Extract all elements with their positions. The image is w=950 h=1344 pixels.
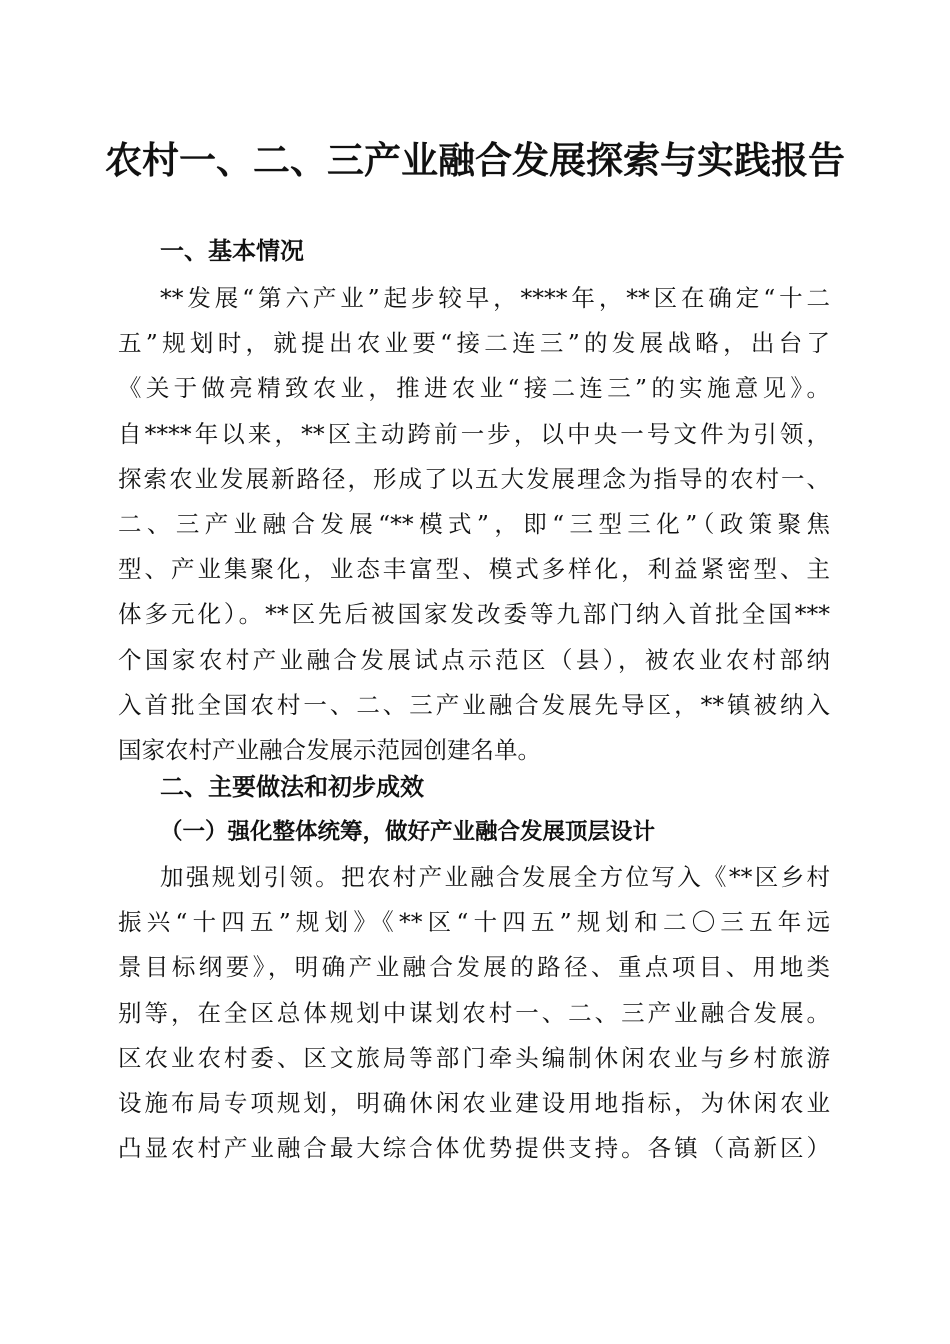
paragraph-line: 景目标纲要》，明确产业融合发展的路径、重点项目、用地类 xyxy=(118,953,830,982)
paragraph-line: 五”规划时，就提出农业要“接二连三”的发展战略，出台了 xyxy=(118,329,830,358)
paragraph-line: 型、产业集聚化，业态丰富型、模式多样化，利益紧密型、主 xyxy=(118,555,830,584)
paragraph-line: 自****年以来，**区主动跨前一步，以中央一号文件为引领， xyxy=(118,419,830,448)
paragraph-line: 入首批全国农村一、二、三产业融合发展先导区，**镇被纳入 xyxy=(118,690,830,719)
section-heading-basic-situation: 一、基本情况 xyxy=(160,237,304,265)
paragraph-line: 《关于做亮精致农业，推进农业“接二连三”的实施意见》。 xyxy=(118,374,830,403)
paragraph-line: 加强规划引领。把农村产业融合发展全方位写入《**区乡村 xyxy=(160,863,830,891)
paragraph-line: 振兴“十四五”规划》《**区“十四五”规划和二〇三五年远 xyxy=(118,908,830,937)
paragraph-basic-situation xyxy=(118,276,830,773)
paragraph-line: 凸显农村产业融合最大综合体优势提供支持。各镇（高新区） xyxy=(118,1134,830,1163)
section-heading-main-practices: 二、主要做法和初步成效 xyxy=(160,773,424,801)
paragraph-line: 设施布局专项规划，明确休闲农业建设用地指标，为休闲农业 xyxy=(118,1088,830,1117)
paragraph-line: 个国家农村产业融合发展试点示范区（县），被农业农村部纳 xyxy=(118,645,830,674)
paragraph-planning-guidance xyxy=(118,855,830,1171)
paragraph-line: 国家农村产业融合发展示范园创建名单。 xyxy=(118,735,541,764)
subsection-heading-overall-planning: （一）强化整体统筹，做好产业融合发展顶层设计 xyxy=(160,819,656,845)
paragraph-line: **发展“第六产业”起步较早，****年，**区在确定“十二 xyxy=(160,284,830,312)
paragraph-line: 区农业农村委、区文旅局等部门牵头编制休闲农业与乡村旅游 xyxy=(118,1043,830,1072)
paragraph-line: 探索农业发展新路径，形成了以五大发展理念为指导的农村一、 xyxy=(118,464,830,493)
document-title: 农村一、二、三产业融合发展探索与实践报告 xyxy=(105,138,845,182)
paragraph-line: 别等，在全区总体规划中谋划农村一、二、三产业融合发展。 xyxy=(118,998,830,1027)
paragraph-line: 体多元化）。**区先后被国家发改委等九部门纳入首批全国*** xyxy=(118,600,830,629)
paragraph-line: 二、三产业融合发展“**模式”，即“三型三化”（政策聚焦 xyxy=(118,509,830,538)
